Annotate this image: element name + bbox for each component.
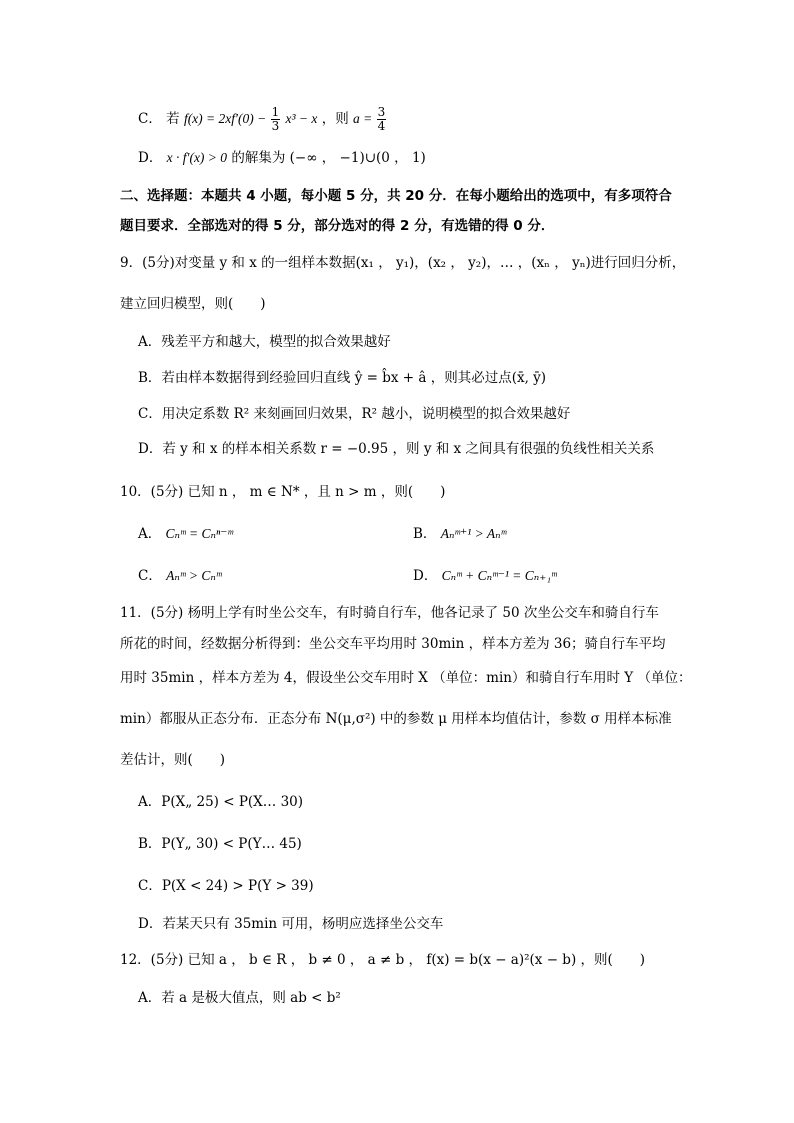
q10-option-d	[413, 566, 557, 586]
option-label: C．	[138, 111, 162, 127]
option-label: C．	[138, 568, 162, 584]
fraction-numerator: 1	[271, 105, 280, 119]
q12-option-a: A．若 a 是极大值点，则 ab < b²	[138, 990, 341, 1006]
formula: x · f′(x) > 0	[166, 150, 228, 165]
fraction	[271, 106, 281, 133]
q11-stem-line-4: min）都服从正态分布．正态分布 N(μ,σ²) 中的参数 μ 用样本均值估计，参数 σ 用样本标准	[120, 711, 672, 727]
q11-option-b: B．P(Y„ 30) < P(Y… 45)	[138, 836, 302, 852]
q11-stem-line-5: 差估计，则( )	[120, 752, 226, 768]
q9-stem-line-1: 9．(5分)对变量 y 和 x 的一组样本数据(x₁ ， y₁)，(x₂ ， y₂)，… ，(xₙ ， yₙ)进行回归分析，	[120, 255, 686, 271]
q11-option-a: A．P(X„ 25) < P(X… 30)	[138, 794, 304, 810]
q10-stem: 10．(5分) 已知 n ， m ∈ N* ，且 n > m ，则( )	[120, 484, 446, 500]
option-label: D．	[138, 150, 163, 166]
q9-option-c: C．用决定系数 R² 来刻画回归效果，R² 越小，说明模型的拟合效果越好	[138, 406, 571, 422]
formula: f(x) = 2xf′(0) −	[183, 111, 270, 126]
fraction-numerator: 3	[377, 105, 386, 119]
option-text: ，则	[321, 111, 349, 127]
fraction-denominator: 3	[271, 119, 280, 133]
option-label: B．	[413, 526, 437, 542]
formula: Cₙᵐ = Cₙⁿ⁻ᵐ	[165, 526, 233, 541]
q8-option-c	[138, 106, 387, 133]
q12-stem: 12．(5分) 已知 a ， b ∈ R ， b ≠ 0 ， a ≠ b ， f(x) = b(x − a)²(x − b) ，则( )	[120, 952, 646, 968]
q11-stem-line-2: 所花的时间，经数据分析得到：坐公交车平均用时 30min ，样本方差为 36；骑自行车平均	[120, 636, 666, 652]
q9-stem-line-2: 建立回归模型，则( )	[120, 296, 266, 312]
q9-option-b: B．若由样本数据得到经验回归直线 ŷ = b̂x + â ，则其必过点(x̄, ȳ)	[138, 370, 547, 386]
q11-stem-line-1: 11．(5分) 杨明上学有时坐公交车，有时骑自行车，他各记录了 50 次坐公交车和骑自行车	[120, 605, 659, 621]
formula: Aₙᵐ > Cₙᵐ	[166, 568, 222, 583]
q9-option-d: D．若 y 和 x 的样本相关系数 r = −0.95 ，则 y 和 x 之间具有很强的负线性相关关系	[138, 441, 655, 457]
q11-stem-line-3: 用时 35min ，样本方差为 4，假设坐公交车用时 X （单位：min）和骑自行车用时 Y （单位：	[120, 670, 692, 686]
section-heading-line-2: 题目要求．全部选对的得 5 分，部分选对的得 2 分，有选错的得 0 分．	[120, 218, 555, 234]
formula: x³ − x	[285, 111, 318, 126]
q11-option-d: D．若某天只有 35min 可用，杨明应选择坐公交车	[138, 916, 444, 932]
q10-option-b	[413, 524, 506, 544]
option-text: 若	[166, 111, 180, 127]
option-label: A．	[138, 526, 162, 542]
q9-option-a: A．残差平方和越大，模型的拟合效果越好	[138, 334, 391, 350]
section-heading-line-1: 二、选择题：本题共 4 小题，每小题 5 分，共 20 分．在每小题给出的选项中，有多项符合	[120, 188, 672, 204]
formula: (−∞ ， −1)∪(0 ， 1)	[289, 150, 426, 166]
fraction-denominator: 4	[377, 119, 386, 133]
q11-option-c: C．P(X < 24) > P(Y > 39)	[138, 878, 314, 894]
q10-option-c	[138, 566, 221, 586]
q10-option-a	[138, 524, 233, 544]
option-label: D．	[413, 568, 438, 584]
fraction	[377, 106, 387, 133]
formula: a =	[353, 111, 376, 126]
formula: Cₙᵐ + Cₙᵐ⁻¹ = Cₙ₊₁ᵐ	[441, 568, 557, 583]
q8-option-d	[138, 148, 426, 168]
formula: Aₙᵐ⁺¹ > Aₙᵐ	[440, 526, 507, 541]
option-text: 的解集为	[231, 150, 286, 166]
